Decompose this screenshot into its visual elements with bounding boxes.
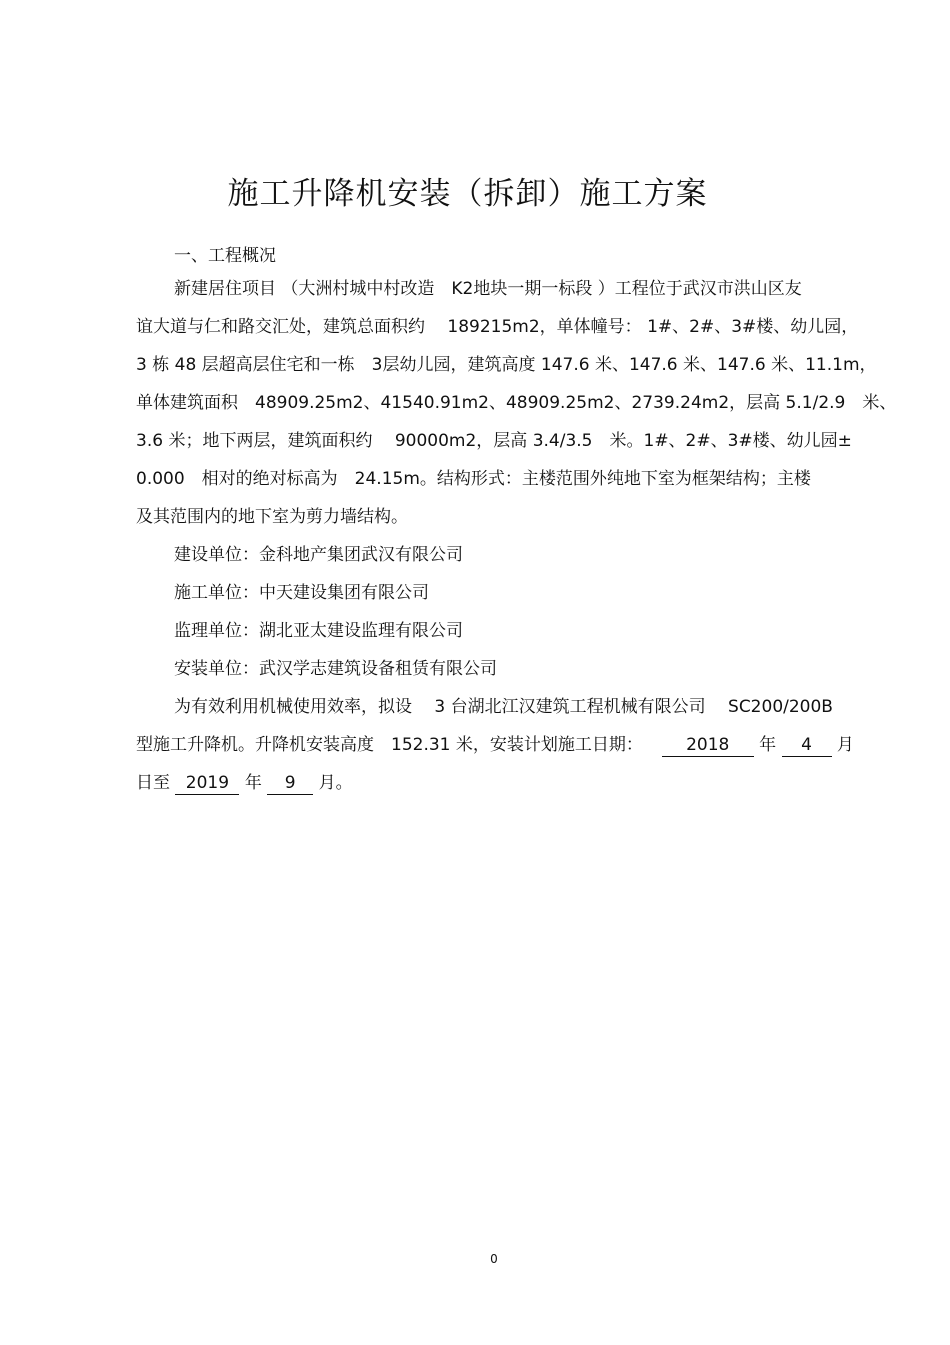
start-year-blank: 2018 — [662, 734, 754, 757]
document-title: 施工升降机安装（拆卸）施工方案 — [227, 176, 708, 212]
overview-paragraph — [136, 270, 897, 802]
plan-line-1: 为有效利用机械使用效率，拟设 3 台湖北江汉建筑工程机械有限公司 SC200/200B — [174, 697, 833, 717]
end-suffix: 月。 — [318, 773, 353, 793]
unit-contractor: 施工单位：中天建设集团有限公司 — [174, 583, 429, 603]
start-month-blank: 4 — [782, 734, 832, 757]
overview-line-2: 谊大道与仁和路交汇处，建筑总面积约 189215m2，单体幢号： 1#、2#、3#楼、幼儿园， — [136, 317, 859, 337]
overview-line-1: 新建居住项目 （大洲村城中村改造 K2地块一期一标段 ）工程位于武汉市洪山区友 — [174, 279, 802, 299]
unit-owner: 建设单位：金科地产集团武汉有限公司 — [174, 545, 463, 565]
overview-line-7: 及其范围内的地下室为剪力墙结构。 — [136, 507, 408, 527]
plan-line-3-prefix: 日至 — [136, 773, 170, 793]
page-number: 0 — [490, 1252, 498, 1266]
end-month-blank: 9 — [267, 772, 313, 795]
year-char-1: 年 — [759, 735, 777, 755]
month-char-1: 月 — [836, 735, 854, 755]
plan-line-2 — [136, 726, 856, 764]
overview-line-3: 3 栋 48 层超高层住宅和一栋 3层幼儿园，建筑高度 147.6 米、147.6 米、147.6 米、11.1m， — [136, 355, 877, 375]
overview-line-5: 3.6 米；地下两层，建筑面积约 90000m2，层高 3.4/3.5 米。1#、2#、3#楼、幼儿园± — [136, 431, 852, 451]
unit-installer: 安装单位：武汉学志建筑设备租赁有限公司 — [174, 659, 497, 679]
overview-line-4: 单体建筑面积 48909.25m2、41540.91m2、48909.25m2、2739.24m2，层高 5.1/2.9 米、 — [136, 393, 897, 413]
year-char-2: 年 — [244, 773, 262, 793]
end-year-blank: 2019 — [175, 772, 239, 795]
plan-line-2-text: 型施工升降机。升降机安装高度 152.31 米，安装计划施工日期： — [136, 735, 643, 755]
unit-supervisor: 监理单位：湖北亚太建设监理有限公司 — [174, 621, 463, 641]
overview-line-6: 0.000 相对的绝对标高为 24.15m。结构形式：主楼范围外纯地下室为框架结构；主楼 — [136, 469, 811, 489]
section-heading-text: 一、工程概况 — [174, 246, 276, 266]
plan-line-3 — [136, 764, 856, 802]
